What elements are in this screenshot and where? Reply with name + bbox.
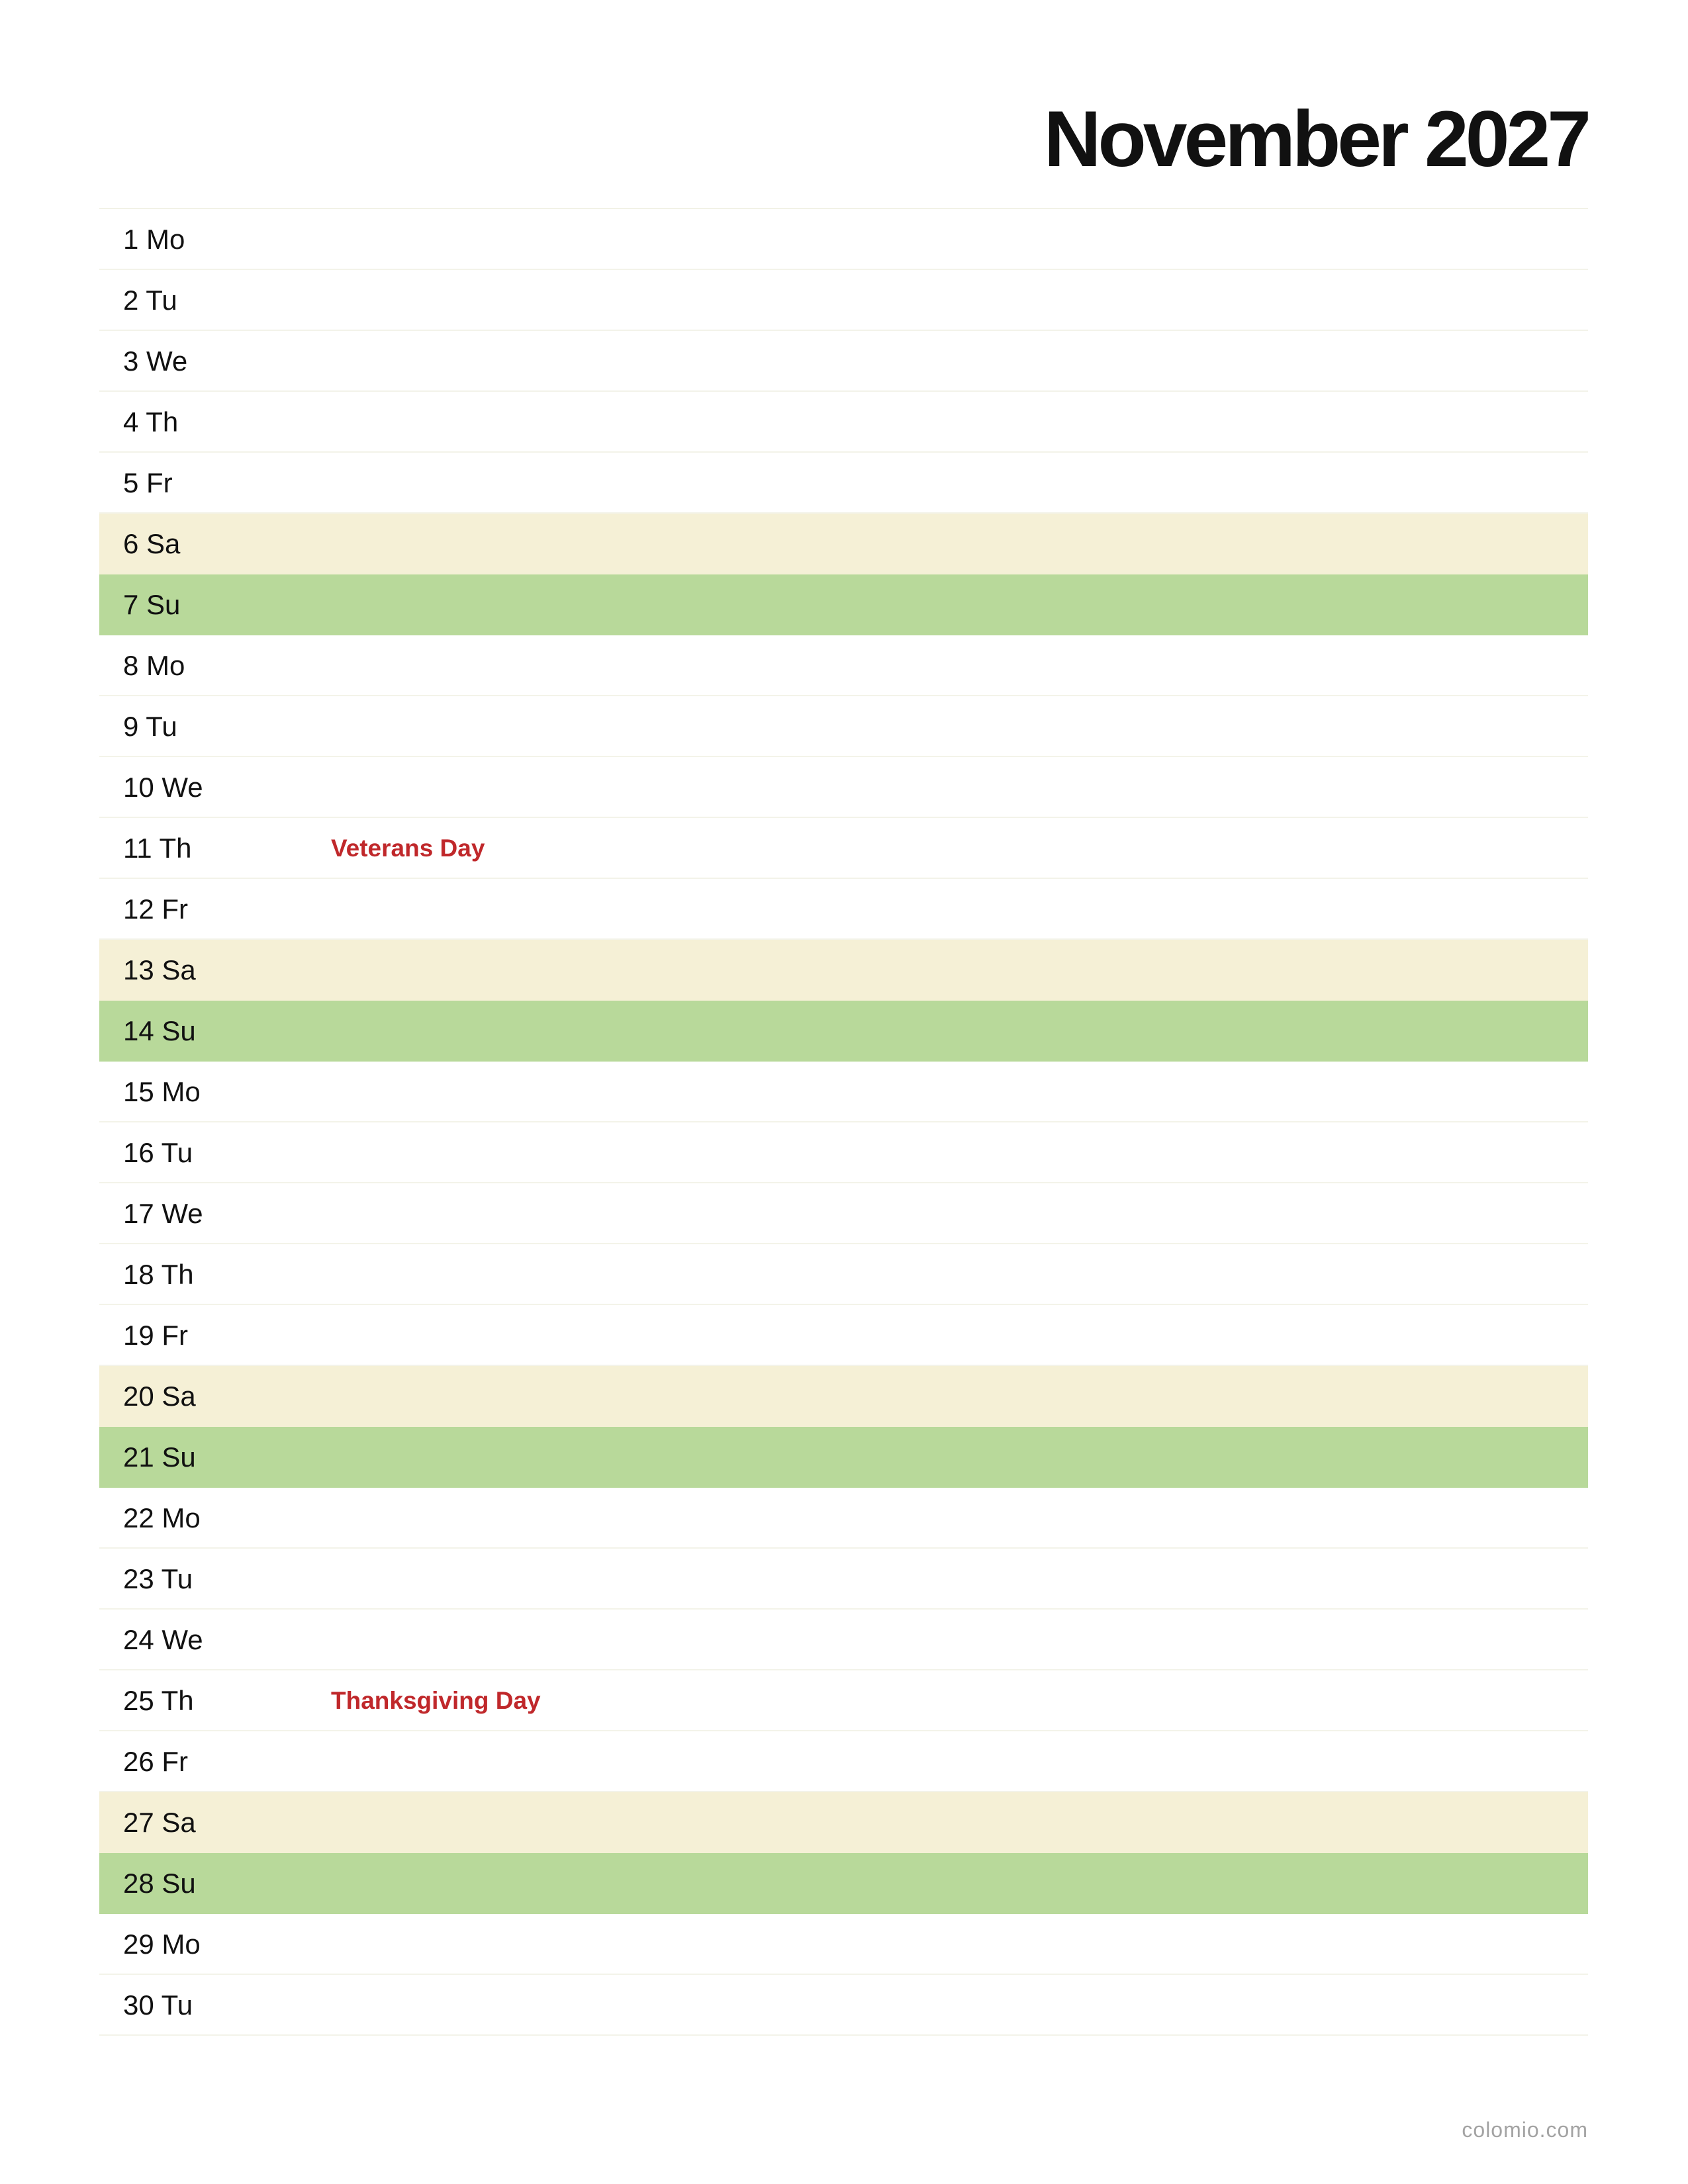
day-row xyxy=(99,270,1588,331)
day-label: 18 Th xyxy=(123,1259,194,1290)
day-label: 15 Mo xyxy=(123,1076,201,1107)
day-label: 11 Th xyxy=(123,833,192,864)
day-row xyxy=(99,453,1588,514)
day-row xyxy=(99,1062,1588,1122)
day-row xyxy=(99,1792,1588,1853)
day-label: 28 Su xyxy=(123,1868,196,1899)
day-label: 1 Mo xyxy=(123,224,185,255)
day-label: 2 Tu xyxy=(123,285,177,316)
day-row xyxy=(99,635,1588,696)
day-row xyxy=(99,1427,1588,1488)
day-row xyxy=(99,1244,1588,1305)
day-label: 16 Tu xyxy=(123,1137,193,1168)
day-label: 12 Fr xyxy=(123,893,189,925)
day-label: 5 Fr xyxy=(123,467,173,498)
day-label: 6 Sa xyxy=(123,528,181,559)
day-row xyxy=(99,879,1588,940)
day-label: 26 Fr xyxy=(123,1746,189,1777)
page-title: November 2027 xyxy=(1043,95,1588,183)
day-label: 21 Su xyxy=(123,1441,196,1473)
day-row xyxy=(99,1305,1588,1366)
day-label: 7 Su xyxy=(123,589,181,620)
day-row xyxy=(99,514,1588,574)
day-row xyxy=(99,1670,1588,1731)
day-row xyxy=(99,1183,1588,1244)
day-row xyxy=(99,757,1588,818)
day-label: 27 Sa xyxy=(123,1807,196,1838)
day-label: 30 Tu xyxy=(123,1989,193,2021)
day-row xyxy=(99,1366,1588,1427)
footer-credit: colomio.com xyxy=(1462,2118,1588,2142)
day-row xyxy=(99,1853,1588,1914)
day-row xyxy=(99,1731,1588,1792)
day-label: 8 Mo xyxy=(123,650,185,681)
day-row xyxy=(99,331,1588,392)
day-label: 22 Mo xyxy=(123,1502,201,1533)
day-label: 9 Tu xyxy=(123,711,177,742)
day-row xyxy=(99,392,1588,453)
day-label: 4 Th xyxy=(123,406,179,437)
day-row xyxy=(99,574,1588,635)
day-row xyxy=(99,1001,1588,1062)
day-label: 20 Sa xyxy=(123,1381,196,1412)
day-label: 19 Fr xyxy=(123,1320,189,1351)
day-row xyxy=(99,818,1588,879)
day-label: 13 Sa xyxy=(123,954,196,985)
day-label: 24 We xyxy=(123,1624,203,1655)
day-row xyxy=(99,1610,1588,1670)
day-label: 29 Mo xyxy=(123,1929,201,1960)
day-row xyxy=(99,696,1588,757)
day-row xyxy=(99,1549,1588,1610)
day-row xyxy=(99,1488,1588,1549)
day-row xyxy=(99,1914,1588,1975)
day-label: 25 Th xyxy=(123,1685,194,1716)
day-row xyxy=(99,209,1588,270)
day-label: 10 We xyxy=(123,772,203,803)
day-list xyxy=(99,208,1588,2036)
day-label: 17 We xyxy=(123,1198,203,1229)
holiday-label: Thanksgiving Day xyxy=(331,1687,541,1714)
day-label: 3 We xyxy=(123,345,188,377)
day-row xyxy=(99,940,1588,1001)
day-label: 14 Su xyxy=(123,1015,196,1046)
day-row xyxy=(99,1975,1588,2036)
day-label: 23 Tu xyxy=(123,1563,193,1594)
holiday-label: Veterans Day xyxy=(331,835,485,862)
day-row xyxy=(99,1122,1588,1183)
